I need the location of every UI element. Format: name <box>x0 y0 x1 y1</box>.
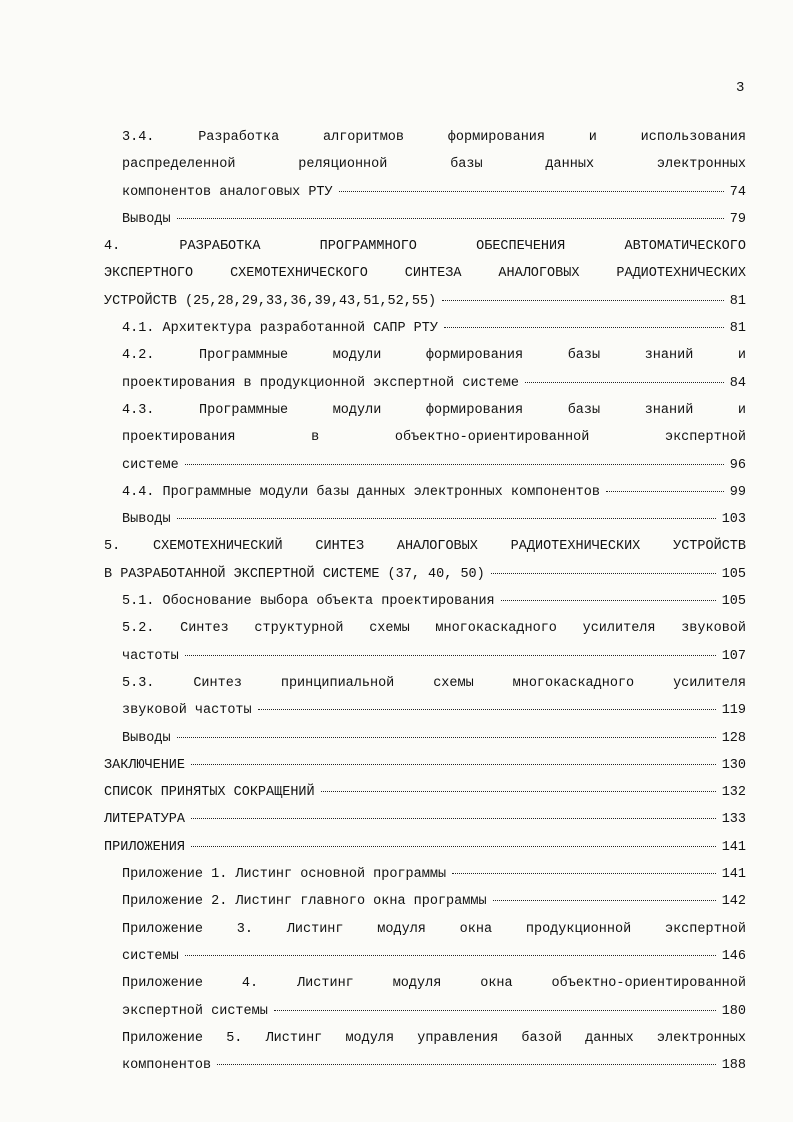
dot-leader <box>491 573 716 574</box>
toc-entry-line: распределенной реляционной базы данных электронных <box>122 157 746 173</box>
toc-entry <box>104 315 746 342</box>
dot-leader <box>185 464 724 465</box>
toc-entry-last-line <box>122 861 746 888</box>
toc-entry <box>104 533 746 588</box>
toc-page-number: 105 <box>721 566 746 582</box>
toc-entry <box>104 124 746 206</box>
toc-entry-last-line <box>122 943 746 970</box>
dot-leader <box>258 709 716 710</box>
toc-entry <box>104 861 746 888</box>
toc-page-number: 141 <box>721 867 746 883</box>
dot-leader <box>606 491 724 492</box>
dot-leader <box>217 1064 716 1065</box>
toc-page-number: 119 <box>721 703 746 719</box>
dot-leader <box>444 327 724 328</box>
toc-entry-title: Приложение 1. Листинг основной программы <box>122 867 447 883</box>
toc-page-number: 79 <box>729 211 746 227</box>
page-number: 3 <box>736 80 745 96</box>
toc-entry-title: системы <box>122 948 179 964</box>
dot-leader <box>525 382 724 383</box>
dot-leader <box>452 873 716 874</box>
toc-page-number: 142 <box>721 894 746 910</box>
toc-entry-last-line <box>122 588 746 615</box>
toc-entry <box>104 779 746 806</box>
toc-entry-title: экспертной системы <box>122 1003 268 1019</box>
toc-entry <box>104 752 746 779</box>
toc-entry-title: частоты <box>122 648 179 664</box>
toc-entry <box>104 725 746 752</box>
toc-entry-last-line <box>122 452 746 479</box>
toc-page-number: 81 <box>729 293 746 309</box>
dot-leader <box>191 764 716 765</box>
toc-entry-last-line <box>122 998 746 1025</box>
toc-entry-line: 4.2. Программные модули формирования базы знаний и <box>122 348 746 364</box>
dot-leader <box>185 955 716 956</box>
toc-page-number: 99 <box>729 484 746 500</box>
toc-entry-line: 5.2. Синтез структурной схемы многокаскадного усилителя звуковой <box>122 621 746 637</box>
toc-entry-title: компонентов <box>122 1058 212 1074</box>
toc-page-number: 141 <box>721 839 746 855</box>
toc-entry-title: 5.1. Обоснование выбора объекта проектирования <box>122 594 495 610</box>
toc-entry-title: Выводы <box>122 512 171 528</box>
toc-entry-last-line <box>122 370 746 397</box>
toc-entry-line: Приложение 3. Листинг модуля окна продукционной экспертной <box>122 921 746 937</box>
toc-entry <box>104 615 746 670</box>
toc-page-number: 96 <box>729 457 746 473</box>
toc-entry-line: Приложение 5. Листинг модуля управления базой данных электронных <box>122 1030 746 1046</box>
toc-entry <box>104 342 746 397</box>
toc-entry-last-line <box>122 888 746 915</box>
toc-entry <box>104 670 746 725</box>
dot-leader <box>191 818 716 819</box>
toc-entry-title: проектирования в продукционной экспертной системе <box>122 375 519 391</box>
toc-page-number: 188 <box>721 1058 746 1074</box>
toc-entry-last-line <box>122 697 746 724</box>
toc-entry-last-line <box>104 779 746 806</box>
toc-entry <box>104 233 746 315</box>
toc-entry-title: ЗАКЛЮЧЕНИЕ <box>104 757 186 773</box>
toc-page-number: 130 <box>721 757 746 773</box>
toc-entry-last-line <box>104 806 746 833</box>
toc-entry-line: Приложение 4. Листинг модуля окна объектно-ориентированной <box>122 976 746 992</box>
toc-entry-last-line <box>122 725 746 752</box>
toc-page-number: 133 <box>721 812 746 828</box>
toc-entry-last-line <box>122 643 746 670</box>
toc-page-number: 128 <box>721 730 746 746</box>
toc-entry-line: 4.3. Программные модули формирования базы знаний и <box>122 402 746 418</box>
table-of-contents <box>104 124 746 1079</box>
toc-entry <box>104 834 746 861</box>
dot-leader <box>191 846 716 847</box>
toc-entry-title: В РАЗРАБОТАННОЙ ЭКСПЕРТНОЙ СИСТЕМЕ (37, 40, 50) <box>104 566 485 582</box>
toc-entry-title: системе <box>122 457 179 473</box>
dot-leader <box>274 1010 716 1011</box>
toc-page-number: 103 <box>721 512 746 528</box>
toc-entry-title: УСТРОЙСТВ (25,28,29,33,36,39,43,51,52,55) <box>104 293 437 309</box>
toc-entry-line: 5. СХЕМОТЕХНИЧЕСКИЙ СИНТЕЗ АНАЛОГОВЫХ РАДИОТЕХНИЧЕСКИХ УСТРОЙСТВ <box>104 539 746 555</box>
toc-entry-line: 3.4. Разработка алгоритмов формирования и использования <box>122 130 746 145</box>
toc-entry-title: СПИСОК ПРИНЯТЫХ СОКРАЩЕНИЙ <box>104 785 315 801</box>
toc-entry <box>104 806 746 833</box>
toc-entry <box>104 1025 746 1080</box>
toc-entry <box>104 588 746 615</box>
toc-entry-title: звуковой частоты <box>122 703 252 719</box>
toc-entry <box>104 888 746 915</box>
toc-entry <box>104 970 746 1025</box>
dot-leader <box>321 791 716 792</box>
toc-entry-title: ПРИЛОЖЕНИЯ <box>104 839 186 855</box>
toc-entry-title: Приложение 2. Листинг главного окна программы <box>122 894 487 910</box>
toc-entry <box>104 506 746 533</box>
toc-entry-last-line <box>122 1052 746 1079</box>
toc-entry-line: ЭКСПЕРТНОГО СХЕМОТЕХНИЧЕСКОГО СИНТЕЗА АНАЛОГОВЫХ РАДИОТЕХНИЧЕСКИХ <box>104 266 746 282</box>
dot-leader <box>177 737 716 738</box>
dot-leader <box>177 518 716 519</box>
dot-leader <box>185 655 716 656</box>
dot-leader <box>501 600 716 601</box>
toc-entry-title: 4.4. Программные модули базы данных электронных компонентов <box>122 484 600 500</box>
toc-entry-line: 4. РАЗРАБОТКА ПРОГРАММНОГО ОБЕСПЕЧЕНИЯ АВТОМАТИЧЕСКОГО <box>104 239 746 255</box>
toc-entry-line: проектирования в объектно-ориентированной экспертной <box>122 430 746 446</box>
toc-entry-title: Выводы <box>122 211 171 227</box>
toc-page-number: 132 <box>721 785 746 801</box>
toc-page-number: 81 <box>729 321 746 337</box>
toc-page-number: 107 <box>721 648 746 664</box>
toc-entry-last-line <box>104 752 746 779</box>
toc-entry-last-line <box>122 506 746 533</box>
toc-entry-last-line <box>122 179 746 206</box>
toc-page-number: 180 <box>721 1003 746 1019</box>
toc-entry-title: Выводы <box>122 730 171 746</box>
toc-entry-last-line <box>104 834 746 861</box>
toc-entry-last-line <box>104 288 746 315</box>
toc-entry <box>104 397 746 479</box>
dot-leader <box>339 191 724 192</box>
toc-entry <box>104 479 746 506</box>
dot-leader <box>177 218 724 219</box>
toc-entry-last-line <box>122 315 746 342</box>
toc-entry-last-line <box>122 479 746 506</box>
toc-entry-last-line <box>104 561 746 588</box>
toc-page-number: 105 <box>721 594 746 610</box>
dot-leader <box>442 300 724 301</box>
toc-page-number: 146 <box>721 948 746 964</box>
dot-leader <box>493 900 716 901</box>
toc-entry <box>104 916 746 971</box>
toc-entry-title: компонентов аналоговых РТУ <box>122 184 333 200</box>
toc-entry-last-line <box>122 206 746 233</box>
toc-page-number: 84 <box>729 375 746 391</box>
toc-page-number: 74 <box>729 184 746 200</box>
toc-entry-line: 5.3. Синтез принципиальной схемы многокаскадного усилителя <box>122 675 746 691</box>
toc-entry-title: 4.1. Архитектура разработанной САПР РТУ <box>122 321 438 337</box>
toc-entry-title: ЛИТЕРАТУРА <box>104 812 186 828</box>
toc-entry <box>104 206 746 233</box>
